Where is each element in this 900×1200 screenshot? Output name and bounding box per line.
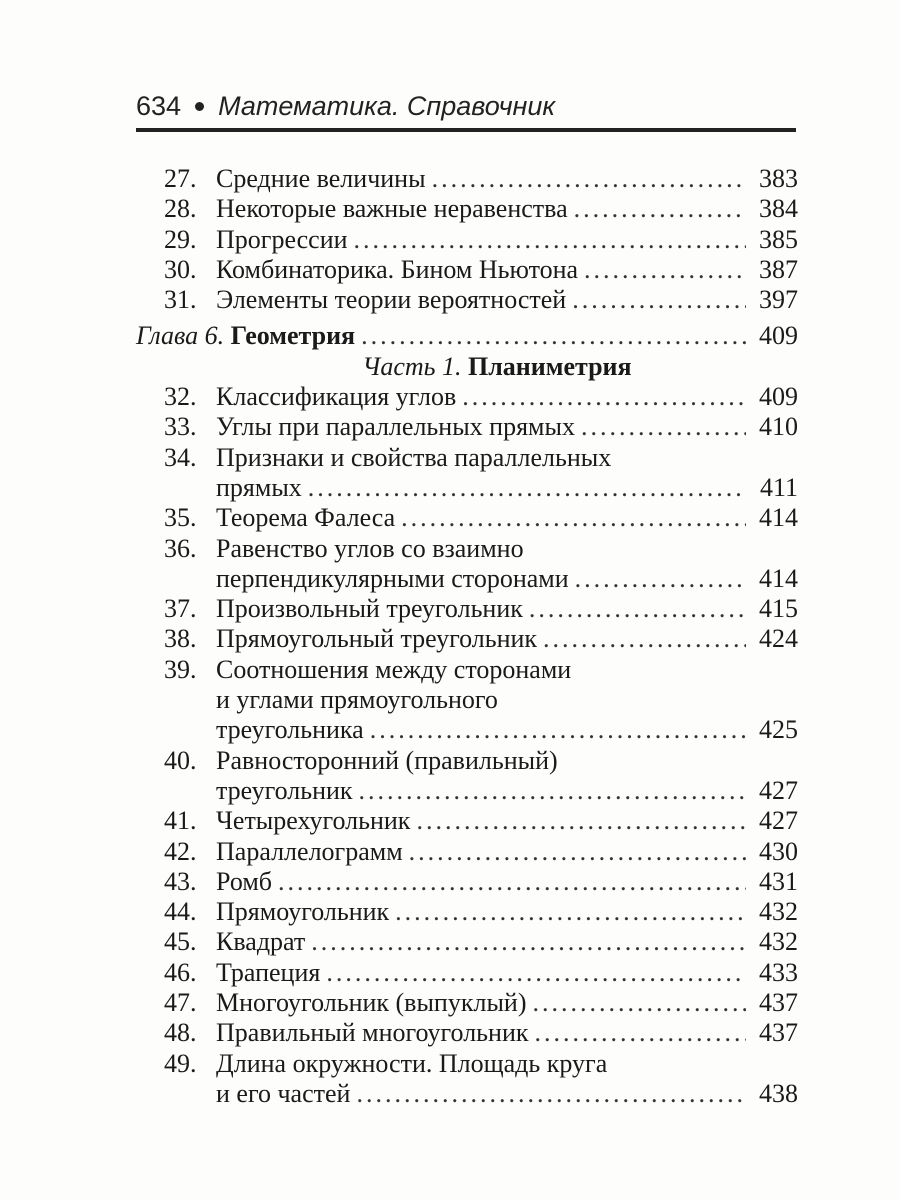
entry-page: 384 — [759, 194, 798, 224]
entry-number: 49. — [164, 1048, 197, 1078]
entry-title: Прямоугольник — [216, 897, 390, 927]
entry-page: 425 — [759, 715, 798, 745]
dot-leader — [572, 285, 746, 315]
dot-leader — [462, 382, 746, 412]
entry-title: Углы при параллельных прямых — [216, 412, 575, 442]
dot-leader — [533, 988, 747, 1018]
toc-entry — [136, 655, 798, 685]
toc-entry-continuation — [136, 715, 798, 745]
entry-title: Трапеция — [216, 957, 321, 987]
toc-chapter — [136, 321, 798, 351]
entry-title: Квадрат — [216, 927, 306, 957]
dot-leader — [278, 867, 746, 897]
toc-entry — [136, 194, 798, 224]
page-number: 634 — [136, 90, 182, 121]
dot-leader — [326, 958, 746, 988]
entry-title: Равносторонний (правильный) — [216, 745, 558, 775]
toc-entry-continuation — [136, 1079, 798, 1109]
entry-title: Длина окружности. Площадь круга — [216, 1048, 608, 1078]
dot-leader — [308, 473, 746, 503]
entry-title: Прямоугольный треугольник — [216, 624, 538, 654]
toc-entry-continuation — [136, 473, 798, 503]
entry-page: 437 — [759, 1018, 798, 1048]
entry-title: треугольник — [216, 775, 353, 805]
entry-page: 438 — [759, 1078, 798, 1108]
toc-entry — [136, 1049, 798, 1079]
entry-page: 432 — [759, 927, 798, 957]
toc-entry — [136, 594, 798, 624]
toc-part — [136, 352, 798, 382]
table-of-contents — [136, 164, 798, 1109]
entry-number: 36. — [164, 533, 197, 563]
toc-entry — [136, 837, 798, 867]
book-title: Математика. Справочник — [218, 90, 556, 121]
entry-page: 387 — [759, 254, 798, 284]
toc-entry — [136, 255, 798, 285]
entry-number: 45. — [164, 927, 197, 957]
part-label: Часть 1. — [362, 351, 462, 381]
entry-page: 383 — [759, 164, 798, 193]
entry-title: Равенство углов со взаимно — [216, 533, 524, 563]
entry-title: Средние величины — [216, 164, 426, 193]
dot-leader — [416, 806, 746, 836]
entry-number: 48. — [164, 1018, 197, 1048]
toc-entry — [136, 503, 798, 533]
toc-entry — [136, 806, 798, 836]
entry-page: 409 — [759, 382, 798, 412]
toc-entry-continuation — [136, 685, 798, 715]
bullet-icon — [195, 102, 204, 111]
entry-number: 43. — [164, 866, 197, 896]
dot-leader — [543, 624, 746, 654]
entry-page: 431 — [759, 866, 798, 896]
entry-number: 37. — [164, 594, 197, 624]
toc-entry — [136, 958, 798, 988]
entry-number: 46. — [164, 957, 197, 987]
toc-entry — [136, 897, 798, 927]
entry-title: Многоугольник (выпуклый) — [216, 988, 527, 1018]
toc-entry — [136, 746, 798, 776]
entry-number: 39. — [164, 654, 197, 684]
chapter-name: Геометрия — [230, 321, 356, 351]
chapter-label: Глава 6. — [136, 321, 225, 351]
toc-entry — [136, 534, 798, 564]
entry-title: Соотношения между сторонами — [216, 654, 572, 684]
dot-leader — [354, 225, 746, 255]
dot-leader — [575, 564, 746, 594]
toc-entry — [136, 382, 798, 412]
part-name: Планиметрия — [467, 351, 632, 381]
dot-leader — [401, 503, 746, 533]
toc-entry — [136, 927, 798, 957]
dot-leader — [356, 1079, 746, 1109]
toc-entry — [136, 443, 798, 473]
dot-leader — [432, 164, 746, 194]
entry-title: и его частей — [216, 1078, 351, 1108]
running-head — [136, 86, 555, 126]
header-rule — [136, 128, 796, 132]
entry-page: 410 — [759, 412, 798, 442]
entry-number: 28. — [164, 194, 197, 224]
toc-entry — [136, 164, 798, 194]
entry-number: 47. — [164, 988, 197, 1018]
dot-leader — [395, 897, 746, 927]
entry-title: Некоторые важные неравенства — [216, 194, 568, 224]
entry-page: 415 — [759, 594, 798, 624]
entry-page: 432 — [759, 897, 798, 927]
entry-number: 40. — [164, 745, 197, 775]
entry-page: 437 — [759, 988, 798, 1018]
entry-page: 414 — [759, 503, 798, 533]
entry-number: 32. — [164, 382, 197, 412]
dot-leader — [311, 927, 746, 957]
entry-number: 44. — [164, 897, 197, 927]
entry-title: Классификация углов — [216, 382, 457, 412]
entry-title: Прогрессии — [216, 224, 348, 254]
entry-page: 385 — [759, 224, 798, 254]
entry-title: прямых — [216, 472, 302, 502]
entry-number: 29. — [164, 224, 197, 254]
entry-title: Четырехугольник — [216, 806, 411, 836]
dot-leader — [574, 194, 746, 224]
toc-entry-continuation — [136, 564, 798, 594]
entry-number: 42. — [164, 836, 197, 866]
dot-leader — [361, 321, 746, 351]
dot-leader — [535, 1018, 747, 1048]
entry-page: 433 — [759, 957, 798, 987]
entry-page: 427 — [759, 775, 798, 805]
entry-title: перпендикулярными сторонами — [216, 563, 569, 593]
dot-leader — [581, 412, 746, 442]
toc-entry — [136, 624, 798, 654]
entry-title: Ромб — [216, 866, 272, 896]
entry-title: Признаки и свойства параллельных — [216, 442, 612, 472]
entry-number: 41. — [164, 806, 197, 836]
dot-leader — [529, 594, 746, 624]
entry-title: Параллелограмм — [216, 836, 403, 866]
entry-page: 414 — [759, 563, 798, 593]
entry-title: треугольника — [216, 715, 364, 745]
entry-number: 27. — [164, 164, 197, 193]
entry-page: 424 — [759, 624, 798, 654]
entry-number: 38. — [164, 624, 197, 654]
toc-entry — [136, 412, 798, 442]
entry-page: 397 — [759, 285, 798, 315]
entry-title: Комбинаторика. Бином Ньютона — [216, 254, 579, 284]
entry-title: и углами прямоугольного — [216, 685, 498, 715]
dot-leader — [370, 715, 746, 745]
chapter-page: 409 — [759, 321, 798, 351]
toc-entry — [136, 1018, 798, 1048]
entry-number: 31. — [164, 285, 197, 315]
dot-leader — [359, 776, 746, 806]
toc-entry — [136, 867, 798, 897]
entry-title: Элементы теории вероятностей — [216, 285, 567, 315]
dot-leader — [584, 255, 746, 285]
toc-entry — [136, 988, 798, 1018]
entry-number: 35. — [164, 503, 197, 533]
toc-entry — [136, 225, 798, 255]
entry-number: 34. — [164, 442, 197, 472]
entry-page: 411 — [759, 472, 798, 502]
toc-entry-continuation — [136, 776, 798, 806]
entry-title: Правильный многоугольник — [216, 1018, 529, 1048]
entry-page: 430 — [759, 836, 798, 866]
toc-entry — [136, 285, 798, 315]
entry-number: 33. — [164, 412, 197, 442]
entry-number: 30. — [164, 254, 197, 284]
entry-title: Теорема Фалеса — [216, 503, 396, 533]
entry-page: 427 — [759, 806, 798, 836]
entry-title: Произвольный треугольник — [216, 594, 523, 624]
dot-leader — [409, 837, 746, 867]
